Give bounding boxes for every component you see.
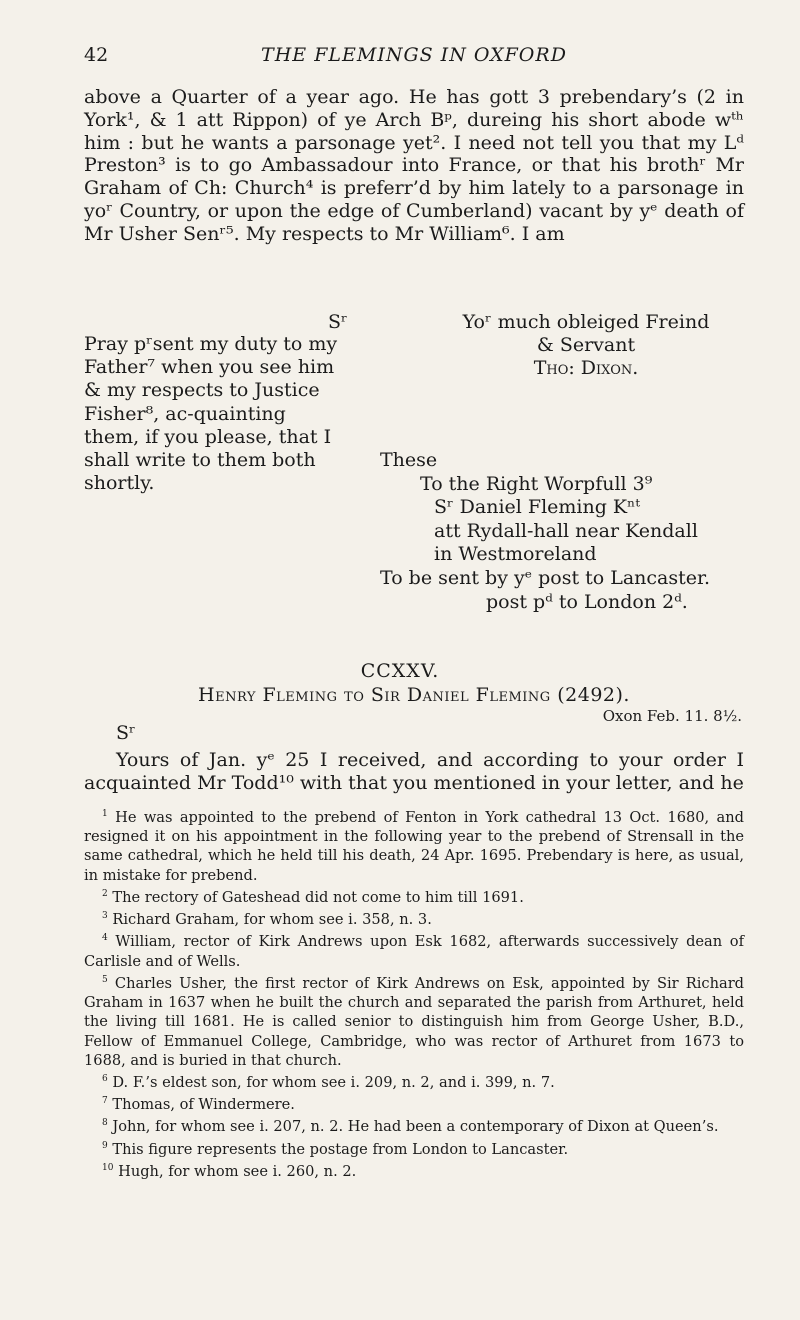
footnote: $^5$ Charles Usher, the first rector of Kirk Andrews on Esk, appointed by Sir Richard Graham in 1637 when he built the church and separated the parish from Arthuret, held the living till 1681. He is called senior to distinguish him from George Usher, B.D., Fellow of Emmanuel College, Cambridge, who was rector of Arthuret from 1673 to 1688, and is buried in that church. bbox=[84, 974, 745, 1069]
closing-salutation: Sʳ bbox=[328, 311, 348, 333]
footnote: $^3$ Richard Graham, for whom see i. 358, n. 3. bbox=[102, 911, 432, 929]
salutation: Sʳ bbox=[116, 722, 136, 744]
footnote: $^4$ William, rector of Kirk Andrews upon Esk 1682, afterwards successively dean of Carlisle and of Wells. bbox=[84, 933, 744, 970]
address-line: post pᵈ to London 2ᵈ. bbox=[486, 590, 688, 613]
signature-line: & Servant bbox=[536, 334, 636, 356]
running-title: THE FLEMINGS IN OXFORD bbox=[261, 44, 567, 66]
address-line: att Rydall-hall near Kendall bbox=[434, 519, 698, 542]
footnote: $^8$ John, for whom see i. 207, n. 2. He had been a contemporary of Dixon at Queen’s. bbox=[102, 1118, 719, 1136]
letter-number: CCXXV. bbox=[360, 660, 440, 682]
footnote: $^6$ D. F.’s eldest son, for whom see i. 209, n. 2, and i. 399, n. 7. bbox=[102, 1074, 555, 1092]
letter-address bbox=[380, 449, 710, 614]
letter-body-continued: above a Quarter of a year ago. He has gott 3 prebendary’s (2 in York¹, & 1 att Rippon) of ye Arch Bᵖ, dureing his short abode wᵗʰ him : but he wants a parsonage yet². I need not tell you that my Lᵈ Preston³ is to go Ambassadour into France, or that his brothʳ Mr Graham of Ch: Church⁴ is preferr’d by him lately to a parsonage in yoʳ Country, or upon the edge of Cumberland) vacant by yᵉ death of Mr Usher Senʳ⁵. My respects to Mr William⁶. I am bbox=[84, 86, 744, 245]
letter-body: Yours of Jan. yᵉ 25 I received, and according to your order I acquainted Mr Todd¹⁰ with that you mentioned in your letter, and he bbox=[84, 749, 744, 794]
footnote: $^{10}$ Hugh, for whom see i. 260, n. 2. bbox=[102, 1162, 357, 1180]
signature-line: Yoʳ much obleiged Freind bbox=[462, 311, 710, 333]
signature-block bbox=[456, 311, 716, 380]
address-line: Sʳ Daniel Fleming Kⁿᵗ bbox=[434, 496, 641, 519]
signature-line: Tho: Dixon. bbox=[533, 357, 639, 379]
address-line: These bbox=[380, 449, 438, 471]
footnote: $^7$ Thomas, of Windermere. bbox=[102, 1096, 295, 1114]
address-line: in Westmoreland bbox=[434, 543, 597, 566]
address-line: To the Right Worpfull 3⁹ bbox=[420, 472, 653, 495]
footnotes bbox=[84, 805, 744, 1181]
footnote: $^1$ He was appointed to the prebend of Fenton in York cathedral 13 Oct. 1680, and resigned it on his appointment in the following year to the prebend of Strensall in the same cathedral, which he held till his death, 24 Apr. 1695. Prebendary is here, as usual, in mistake for prebend. bbox=[84, 808, 744, 884]
postscript: Pray pʳsent my duty to my Father⁷ when you see him & my respects to Justice Fisher⁸, ac-quainting them, if you please, that I shall write to them both shortly. bbox=[84, 333, 338, 495]
footnote: $^2$ The rectory of Gateshead did not come to him till 1691. bbox=[102, 888, 524, 906]
footnote: $^9$ This figure represents the postage from London to Lancaster. bbox=[102, 1140, 569, 1158]
page-header bbox=[84, 44, 744, 74]
address-line: To be sent by yᵉ post to Lancaster. bbox=[380, 566, 711, 589]
letter-heading: Henry Fleming to Sir Daniel Fleming (2492). bbox=[198, 684, 630, 706]
page-number: 42 bbox=[84, 44, 109, 66]
letter-date: Oxon Feb. 11. 8½. bbox=[602, 707, 742, 725]
